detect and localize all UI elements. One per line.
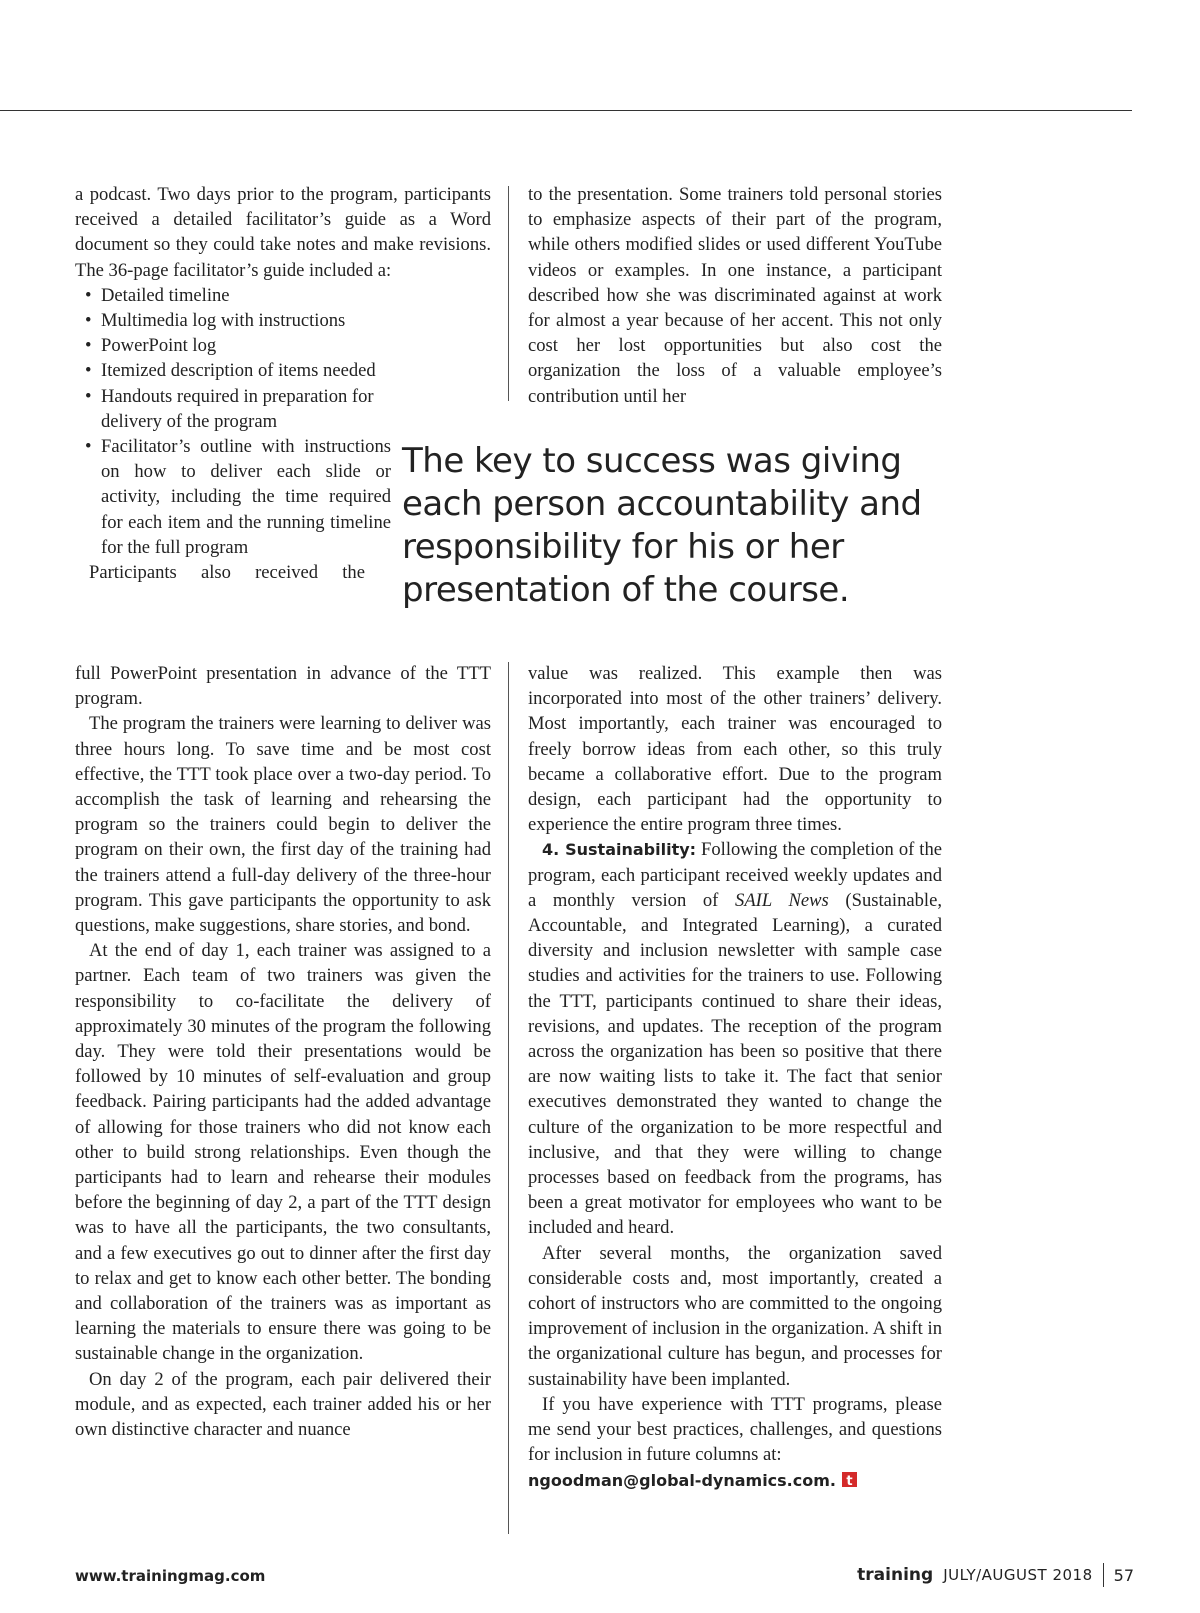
body-paragraph [528,837,942,1240]
footer-website[interactable]: www.trainingmag.com [75,1567,266,1585]
issue-date: JULY/AUGUST 2018 [943,1566,1093,1584]
footer-divider [1103,1563,1104,1587]
body-paragraph: Participants also received the [89,562,365,584]
body-text: (Sustainable, Accountable, and Integrated Learning), a curated diversity and inclusion newsletter with sample case studies and activities for the trainers to use. Following the TTT, participants continued to share their ideas, revisions, and updates. The reception of the program across the organization has been so positive that there are now waiting lists to take it. The fact that senior executives demonstrated they wanted to change the culture of the organization to be more respectful and inclusive, and that they were willing to change processes based on feedback from the programs, has been a great motivator for employees who want to be included and heard. [528,889,942,1239]
pull-quote: The key to success was giving each person accountability and responsibility for his or her presentation of the course. [402,441,922,610]
body-paragraph: On day 2 of the program, each pair delivered their module, and as expected, each trainer added his or her own distinctive character and nuance [75,1368,491,1441]
list-item: • Facilitator’s outline with instructions on how to deliver each slide or activity, including the time required for each item and the running timeline for the full program [75,434,391,560]
column-divider [508,186,509,401]
body-paragraph: value was realized. This example then was incorporated into most of the other trainers’ delivery. Most importantly, each trainer was encouraged to freely borrow ideas from each other, so this truly became a collaborative effort. Due to the program design, each participant had the opportunity to experience the entire program three times. [528,663,942,836]
header-rule [0,110,1132,111]
list-item: • Detailed timeline [75,283,491,308]
right-column-top [528,182,942,409]
author-email-link[interactable]: ngoodman@global-dynamics.com. [528,1470,836,1490]
list-item: • Itemized description of items needed [75,358,491,383]
list-item: • PowerPoint log [75,333,491,358]
body-paragraph: full PowerPoint presentation in advance of the TTT program. [75,663,491,710]
footer-issue-info [857,1563,1134,1587]
list-item: • Multimedia log with instructions [75,308,491,333]
left-column-bottom [75,661,491,1442]
body-paragraph: After several months, the organization saved considerable costs and, most importantly, created a cohort of instructors who are committed to the ongoing improvement of inclusion in the organization. A shift in the organizational culture has begun, and processes for sustainability have been implanted. [528,1242,942,1390]
body-paragraph: If you have experience with TTT programs, please me send your best practices, challenges, and questions for inclusion in future columns at: [528,1393,942,1466]
right-column-bottom [528,661,942,1493]
body-paragraph: At the end of day 1, each trainer was assigned to a partner. Each team of two trainers was given the responsibility to co-facilitate the delivery of approximately 30 minutes of the program the following day. They were told their presentations would be followed by 10 minutes of self-evaluation and group feedback. Pairing participants had the added advantage of allowing for those trainers who did not know each other to build strong relationships. Even though the participants had to learn and rehearse their modules before the beginning of day 2, a part of the TTT design was to have all the participants, the two consultants, and a few executives go out to dinner after the first day to relax and get to know each other better. The bonding and collaboration of the trainers was as important as learning the materials to ensure there was going to be sustainable change in the organization. [75,940,491,1365]
body-paragraph: to the presentation. Some trainers told personal stories to emphasize aspects of their part of the program, while others modified slides or used different YouTube videos or examples. In one instance, a participant described how she was discriminated against at work for almost a year because of her accent. This not only cost her lost opportunities but also cost the organization the loss of a valuable employee’s contribution until her [528,184,942,407]
body-paragraph: The program the trainers were learning to deliver was three hours long. To save time and be most cost effective, the TTT took place over a two-day period. To accomplish the task of learning and rehearsing the program so the trainers could begin to deliver the program on their own, the first day of the training had the trainers attend a full-day delivery of the three-hour program. This gave participants the opportunity to ask questions, make suggestions, share stories, and bond. [75,713,491,937]
section-heading: 4. Sustainability: [542,840,697,860]
body-text: Following the completion of the program, each participant received weekly updates and a monthly version of [528,839,942,911]
body-paragraph: a podcast. Two days prior to the program, participants received a detailed facilitator’s guide as a Word document so they could take notes and make revisions. The 36-page facilitator’s guide included a: [75,184,491,281]
list-item: • Handouts required in preparation for delivery of the program [75,384,391,434]
end-mark-icon: t [842,1472,857,1487]
email-line [528,1468,942,1493]
column-divider [508,662,509,1534]
newsletter-title: SAIL News [735,889,829,911]
magazine-brand: training [857,1565,934,1585]
page-number: 57 [1113,1565,1134,1585]
